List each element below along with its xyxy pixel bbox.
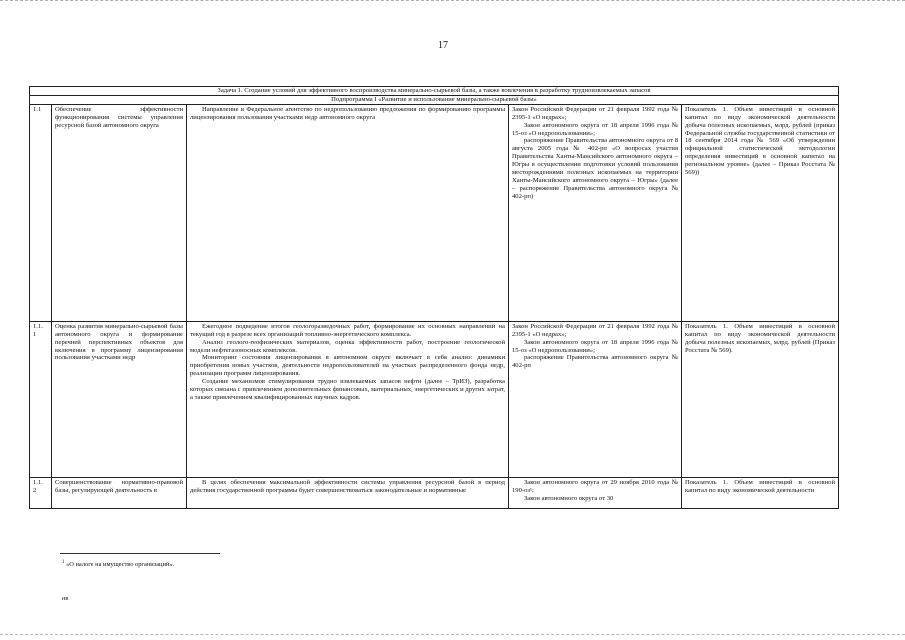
table-row <box>30 321 839 477</box>
row-description <box>187 321 509 477</box>
row-description <box>187 104 509 321</box>
legal-paragraph: Закон автономного округа от 18 апреля 1996 года № 15-оз «О недропользовании»; <box>512 121 678 137</box>
row-number-text: 1.1. 1 <box>33 322 43 338</box>
table-row <box>30 477 839 508</box>
subprogram-header: Подпрограмма I «Развитие и использование минерально-сырьевой базы» <box>30 95 839 104</box>
row-name: Оценка развития минерально-сырьевой базы автономного округа и формирование перечней перспективных объектов для включения в программу лицензирования пользования участками недр <box>52 321 187 477</box>
scan-edge-top <box>0 0 905 4</box>
row-indicator: Показатель 1. Объем инвестиций в основной капитал по виду экономической деятельности <box>682 477 839 508</box>
description-paragraph: В целях обеспечения максимальной эффективности системы управления ресурсной базой в период действия государственной программы будет совершенствоваться законодательные и нормативные <box>190 478 505 494</box>
task-header: Задача 1. Создание условий для эффективного воспроизводства минерально-сырьевой базы, а также вовлечения в разработку трудноизвлекаемых запасов <box>30 87 839 96</box>
legal-paragraph: Закон автономного округа от 18 апреля 1996 года № 15-оз «О недропользовании»; <box>512 338 678 354</box>
row-legal-basis <box>509 321 682 477</box>
row-legal-basis <box>509 104 682 321</box>
row-description <box>187 477 509 508</box>
description-paragraph: Создание механизмов стимулирования трудно извлекаемых запасов нефти (далее – ТрИЗ), разработка которых связана с привлечением дополнительных финансовых, материальных, энергетических и других затрат, а также привлечением квалифицированных научных кадров. <box>190 378 505 401</box>
legal-paragraph: Закон автономного округа от 29 ноября 2010 года № 190-оз¹; <box>512 478 678 494</box>
subprogram-header-row <box>30 95 839 104</box>
footnote-text: «О налоге на имущество организаций». <box>66 561 175 569</box>
description-paragraph: Направление в Федеральное агентство по недропользованию предложения по формированию программы лицензирования пользования участками недр автономного округа <box>190 105 505 121</box>
row-indicator: Показатель 1. Объем инвестиций в основной капитал по виду экономической деятельности добыча полезных ископаемых, млрд. рублей (Приказ Росстата № 569). <box>682 321 839 477</box>
legal-paragraph: распоряжение Правительства автономного округа от 8 августа 2005 года № 402-рп «О вопросах участия Правительства Ханты-Мансийского автономного округа – Югры в осуществлении подготовки условий пользования месторождениями полезных ископаемых на территории Ханты-Мансийского автономного округа – Югры» (далее – распоряжение Правительства автономного округа № 402-рп) <box>512 137 678 200</box>
row-number: 1.1 <box>30 104 52 321</box>
footnote <box>62 560 174 568</box>
page-number: 17 <box>438 40 448 51</box>
footnote-mark: 1 <box>62 560 65 565</box>
description-paragraph: Анализ геолого-геофизических материалов, оценка эффективности работ, построение геологической модели нефтегазоносных комплексов. <box>190 338 505 354</box>
task-header-row <box>30 87 839 96</box>
page-code: нв <box>62 595 69 602</box>
program-table <box>29 86 839 509</box>
row-legal-basis <box>509 477 682 508</box>
row-number-text: 1.1. 2 <box>33 478 43 494</box>
description-paragraph: Ежегодное подведение итогов геологоразведочных работ, формирование их основных направлений на текущий год в разрезе всех организаций топливно-энергетического комплекса. <box>190 322 505 338</box>
legal-paragraph: распоряжение Правительства автономного округа № 402-рп <box>512 354 678 370</box>
legal-paragraph: Закон Российской Федерации от 21 февраля 1992 года № 2395-1 «О недрах»; <box>512 105 678 121</box>
row-indicator: Показатель 1. Объем инвестиций в основной капитал по виду экономической деятельности добыча полезных ископаемых, млрд. рублей (приказ Федеральной службы государственной статистики от 18 сентября 2014 года № 569 «Об утверждении официальной статистической методологии определения инвестиций в основной капитал на региональном уровне» (далее – Приказ Росстата № 569)) <box>682 104 839 321</box>
legal-paragraph: Закон автономного округа от 30 <box>524 494 614 502</box>
description-paragraph: Мониторинг состояния лицензирования в автономном округе включает в себя анализ: динамики приобретения новых участков, деятельности недропользователей на участках распределенного фонда недр, реализации программ лицензирования. <box>190 354 505 378</box>
footnote-divider <box>60 553 220 554</box>
table-row <box>30 104 839 321</box>
row-number <box>30 477 52 508</box>
legal-paragraph: Закон Российской Федерации от 21 февраля 1992 года № 2395-1 «О недрах»; <box>512 322 678 338</box>
row-name: Обеспечение эффективности функционирования системы управления ресурсной базой автономного округа <box>52 104 187 321</box>
scan-edge-bottom <box>0 634 905 638</box>
row-number <box>30 321 52 477</box>
row-name: Совершенствование нормативно-правовой базы, регулирующей деятельность в <box>52 477 187 508</box>
